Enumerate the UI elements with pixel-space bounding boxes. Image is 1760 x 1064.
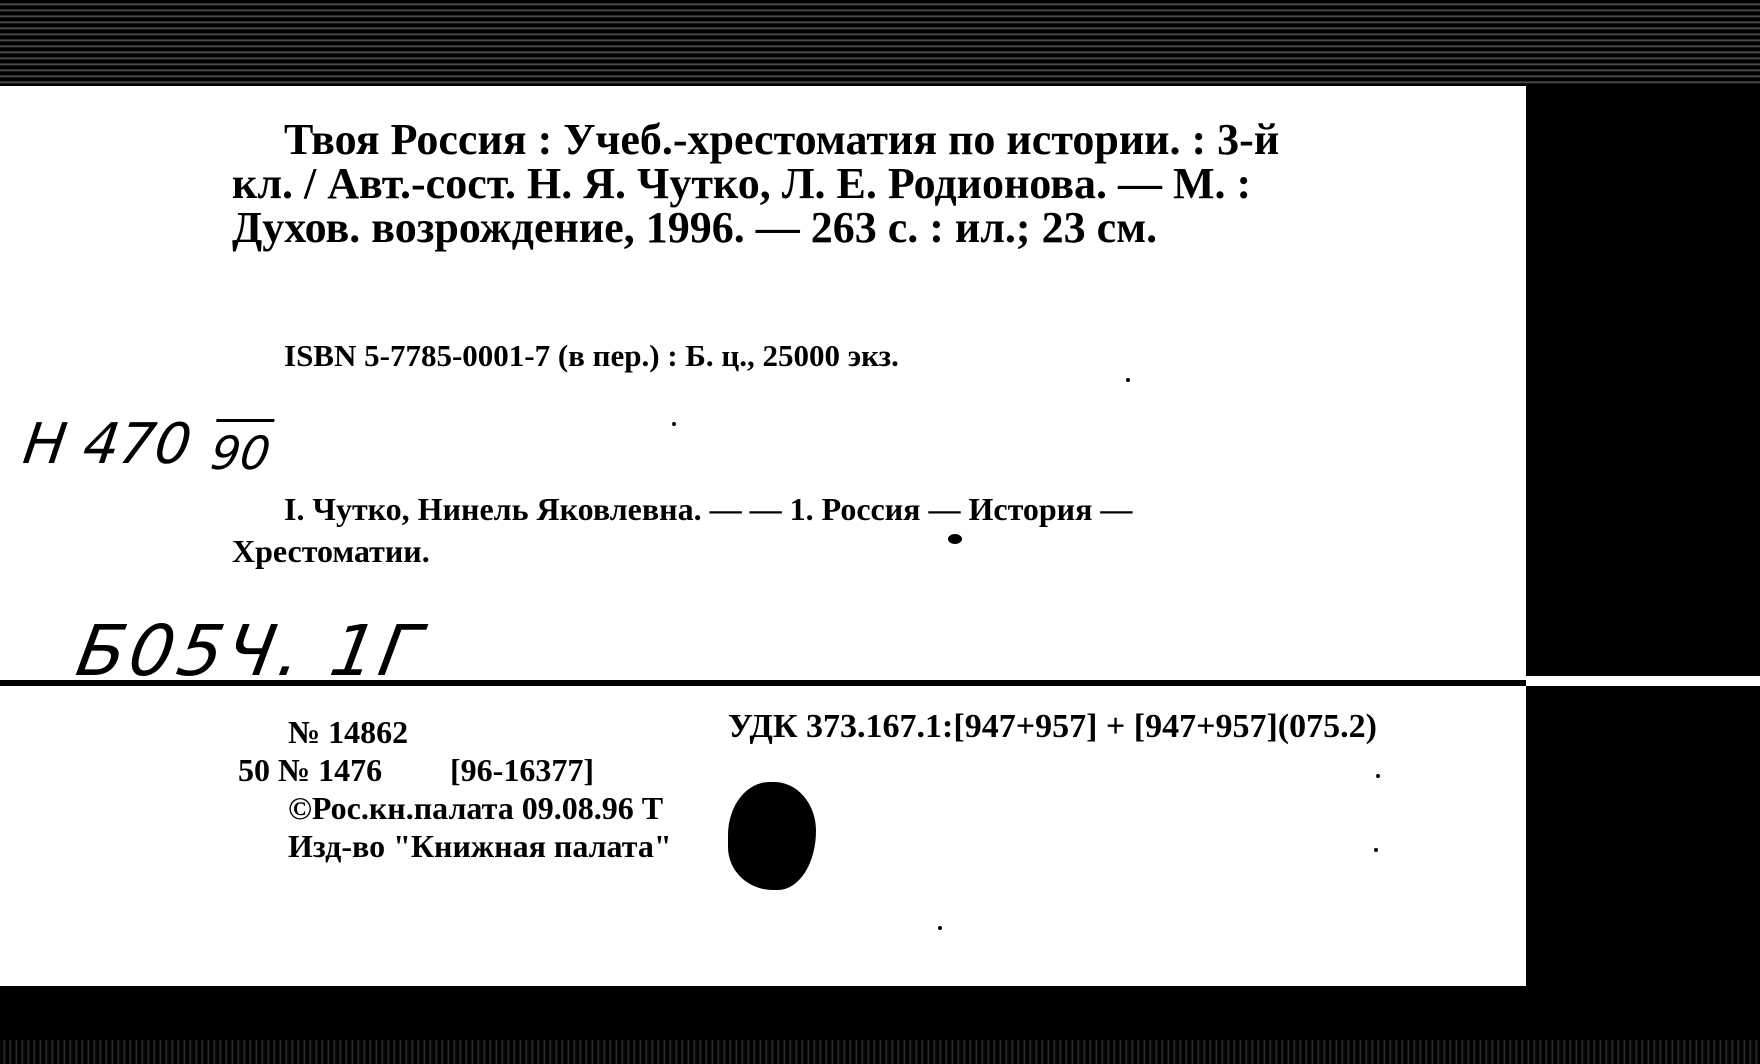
issue-number: 50 № 1476 bbox=[238, 752, 383, 788]
isbn-line: ISBN 5-7785-0001-7 (в пер.) : Б. ц., 25000 экз. bbox=[284, 338, 899, 373]
ink-speck bbox=[948, 534, 962, 544]
ink-speck bbox=[1376, 774, 1380, 778]
udk-classification: УДК 373.167.1:[947+957] + [947+957](075.2) bbox=[728, 708, 1377, 745]
subject-tracing bbox=[232, 488, 1422, 572]
ink-speck bbox=[1126, 378, 1130, 382]
card-number: № 14862 bbox=[288, 714, 409, 750]
scan-top-noise bbox=[0, 0, 1760, 84]
registration-number: [96-16377] bbox=[450, 752, 594, 788]
tracing-line-2: Хрестоматии. bbox=[232, 533, 430, 569]
shelfmark-prefix: Н 470 bbox=[19, 412, 196, 477]
ink-speck bbox=[938, 926, 942, 930]
scan-edge-bar bbox=[1526, 676, 1760, 686]
scan-bottom-noise bbox=[0, 1040, 1760, 1064]
handwritten-shelfmark bbox=[19, 412, 275, 481]
ink-speck bbox=[672, 422, 676, 426]
ink-speck bbox=[1374, 848, 1378, 852]
handwritten-code: Б05Ч. 1Г bbox=[70, 610, 431, 692]
shelfmark-denominator: 90 bbox=[208, 419, 275, 476]
publisher-line: Изд-во "Книжная палата" bbox=[288, 828, 672, 864]
tracing-line-1: I. Чутко, Нинель Яковлевна. — — 1. Россия — История — bbox=[284, 491, 1133, 527]
bibliographic-entry bbox=[232, 115, 1427, 252]
entry-line-3: Духов. возрождение, 1996. — 263 с. : ил.; 23 см. bbox=[232, 203, 1158, 252]
copyright-line: ©Рос.кн.палата 09.08.96 Т bbox=[288, 790, 664, 826]
entry-line-1: Твоя Россия : Учеб.-хрестоматия по истории. : 3-й bbox=[284, 115, 1280, 164]
entry-line-2: кл. / Авт.-сост. Н. Я. Чутко, Л. Е. Родионова. — М. : bbox=[232, 159, 1252, 208]
ink-blot bbox=[728, 782, 816, 890]
